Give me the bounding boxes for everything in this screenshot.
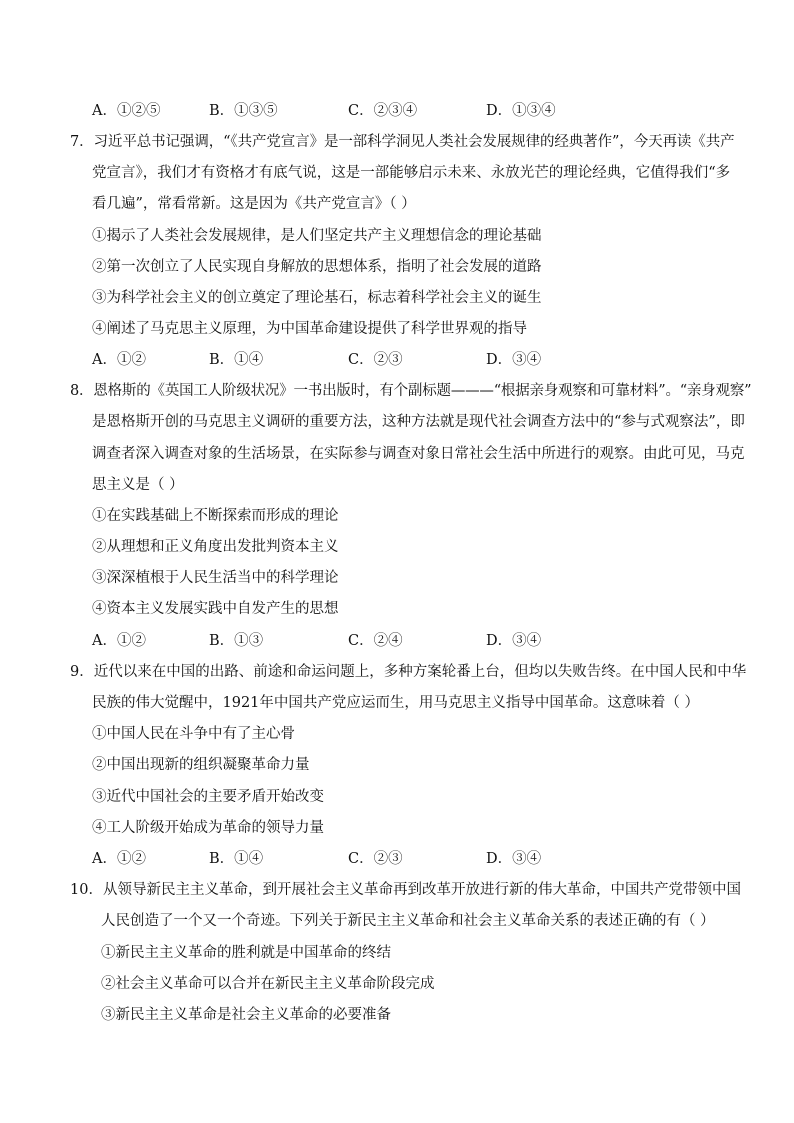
q9-option-d: D．③④ [486,851,542,867]
q7-option-c: C．②③ [348,352,403,368]
q9-item-2: ②中国出现新的组织凝聚革命力量 [92,757,310,773]
q6-options [92,102,712,120]
q7-item-4: ④阐述了马克思主义原理，为中国革命建设提供了科学世界观的指导 [92,321,527,337]
q10-stem-line-2: 人民创造了一个又一个奇迹。下列关于新民主主义革命和社会主义革命关系的表述正确的有（ ） [101,913,715,929]
q10-item-3: ③新民主主义革命是社会主义革命的必要准备 [101,1007,391,1023]
q8-item-2: ②从理想和正义角度出发批判资本主义 [92,539,339,555]
q9-stem-line-2: 民族的伟大觉醒中，1921年中国共产党应运而生，用马克思主义指导中国革命。这意味着（ ） [92,695,700,711]
q7-stem-line-3: 看几遍”，常看常新。这是因为《共产党宣言》（ ） [92,196,416,212]
q10-item-1: ①新民主主义革命的胜利就是中国革命的终结 [101,945,391,961]
q7-option-b: B．①④ [209,352,264,368]
q9-item-3: ③近代中国社会的主要矛盾开始改变 [92,789,324,805]
q9-item-4: ④工人阶级开始成为革命的领导力量 [92,820,324,836]
q7-item-1: ①揭示了人类社会发展规律，是人们坚定共产主义理想信念的理论基础 [92,228,542,244]
q8-options [92,632,712,650]
q7-stem-line-1: 7．习近平总书记强调，“《共产党宣言》是一部科学洞见人类社会发展规律的经典著作”，今天再读《共产 [70,134,735,150]
q8-option-b: B．①③ [209,633,264,649]
q7-options [92,351,712,369]
q8-item-3: ③深深植根于人民生活当中的科学理论 [92,570,339,586]
q10-stem-line-1: 10．从领导新民主主义革命，到开展社会主义革命再到改革开放进行新的伟大革命，中国共产党带领中国 [70,882,741,898]
q6-option-a: A．①②⑤ [92,103,161,119]
q8-stem-line-4: 思主义是（ ） [92,477,184,493]
q7-item-3: ③为科学社会主义的创立奠定了理论基石，标志着科学社会主义的诞生 [92,290,542,306]
q9-item-1: ①中国人民在斗争中有了主心骨 [92,726,295,742]
q9-option-c: C．②③ [348,851,403,867]
q8-stem-line-1: 8．恩格斯的《英国工人阶级状况》一书出版时，有个副标题———“根据亲身观察和可靠材料”。“亲身观察” [70,383,752,399]
q9-option-b: B．①④ [209,851,264,867]
q8-option-a: A．①② [92,633,146,649]
q7-option-a: A．①② [92,352,146,368]
q8-option-c: C．②④ [348,633,403,649]
q7-stem-line-2: 党宣言》，我们才有资格才有底气说，这是一部能够启示未来、永放光芒的理论经典，它值得我们“多 [92,165,731,181]
q8-stem-line-2: 是恩格斯开创的马克思主义调研的重要方法，这种方法就是现代社会调查方法中的“参与式观察法”，即 [92,414,745,430]
q9-stem-line-1: 9．近代以来在中国的出路、前途和命运问题上，多种方案轮番上台，但均以失败告终。在中国人民和中华 [70,664,747,680]
q9-option-a: A．①② [92,851,146,867]
q8-stem-line-3: 调查者深入调查对象的生活场景，在实际参与调查对象日常社会生活中所进行的观察。由此可见，马克 [92,446,745,462]
q6-option-b: B．①③⑤ [209,103,278,119]
q6-option-d: D．①③④ [486,103,556,119]
q7-item-2: ②第一次创立了人民实现自身解放的思想体系，指明了社会发展的道路 [92,259,542,275]
q9-options [92,850,712,868]
q8-item-4: ④资本主义发展实践中自发产生的思想 [92,601,339,617]
q6-option-c: C．②③④ [348,103,418,119]
q8-option-d: D．③④ [486,633,542,649]
q7-option-d: D．③④ [486,352,542,368]
q8-item-1: ①在实践基础上不断探索而形成的理论 [92,508,339,524]
q10-item-2: ②社会主义革命可以合并在新民主主义革命阶段完成 [101,976,435,992]
